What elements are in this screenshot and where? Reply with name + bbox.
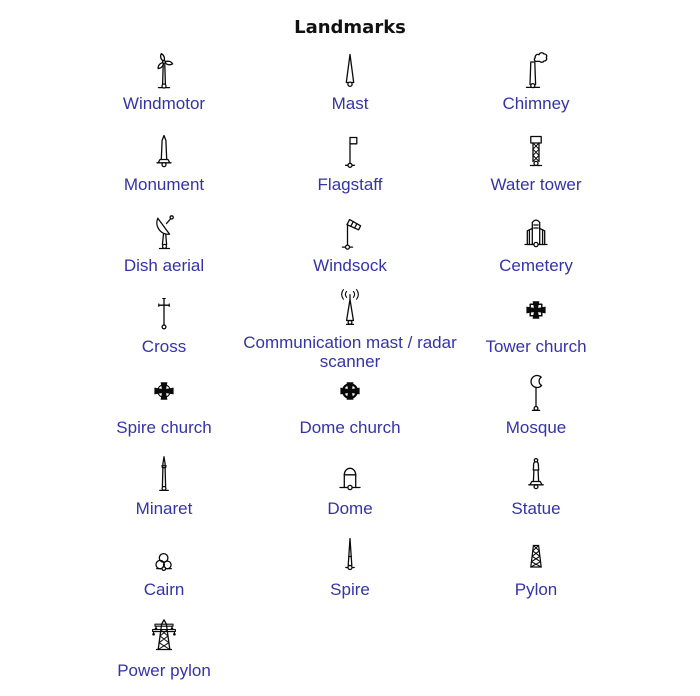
landmark-item: [443, 450, 629, 531]
landmark-label: Windsock: [313, 256, 387, 275]
landmark-label: Spire church: [116, 418, 212, 437]
landmarks-grid: [71, 45, 629, 693]
landmark-label: Flagstaff: [317, 175, 383, 194]
cemetery-icon: [516, 207, 556, 255]
landmark-item: [443, 531, 629, 612]
cross-icon: [144, 288, 184, 336]
windsock-icon: [330, 207, 370, 255]
landmark-item: [443, 45, 629, 126]
landmark-item: [243, 288, 457, 371]
landmark-label: Mast: [331, 94, 369, 113]
landmark-item: [257, 531, 443, 612]
landmark-label: Chimney: [502, 94, 570, 113]
tower-church-icon: [516, 288, 556, 336]
landmark-label: Statue: [511, 499, 561, 518]
landmark-item: [257, 126, 443, 207]
communication-mast-icon: [330, 288, 370, 332]
landmark-item: [71, 207, 257, 288]
landmark-label: Windmotor: [122, 94, 206, 113]
landmark-label: Mosque: [505, 418, 567, 437]
mast-icon: [330, 45, 370, 93]
landmark-item: [71, 531, 257, 612]
landmark-item: [257, 450, 443, 531]
pylon-icon: [516, 531, 556, 579]
dome-church-icon: [330, 369, 370, 417]
landmark-label: Cemetery: [499, 256, 573, 275]
landmark-label: Power pylon: [117, 661, 211, 680]
minaret-icon: [144, 450, 184, 498]
landmark-label: Dish aerial: [123, 256, 205, 275]
landmark-item: [71, 126, 257, 207]
landmark-item: [443, 207, 629, 288]
landmark-item: [257, 207, 443, 288]
landmark-item: [443, 369, 629, 450]
statue-icon: [516, 450, 556, 498]
landmark-label: Dome: [327, 499, 373, 518]
windmotor-icon: [144, 45, 184, 93]
landmark-item: [71, 288, 257, 369]
landmark-item: [443, 288, 629, 369]
landmark-item: [257, 45, 443, 126]
landmark-label: Tower church: [485, 337, 587, 356]
monument-icon: [144, 126, 184, 174]
mosque-icon: [516, 369, 556, 417]
landmark-label: Minaret: [135, 499, 193, 518]
landmark-label: Cross: [141, 337, 187, 356]
flagstaff-icon: [330, 126, 370, 174]
landmark-label: Spire: [330, 580, 370, 599]
landmark-item: [257, 369, 443, 450]
landmark-item: [71, 45, 257, 126]
landmark-label: Dome church: [299, 418, 401, 437]
dish-aerial-icon: [144, 207, 184, 255]
landmark-item: [71, 450, 257, 531]
page-title: Landmarks: [294, 17, 406, 38]
cairn-icon: [144, 531, 184, 579]
dome-icon: [330, 450, 370, 498]
landmark-label: Cairn: [143, 580, 185, 599]
landmark-item: [443, 126, 629, 207]
chimney-icon: [516, 45, 556, 93]
landmark-item: [71, 612, 257, 693]
power-pylon-icon: [144, 612, 184, 660]
landmark-item: [71, 369, 257, 450]
landmark-label: Communication mast / radar scanner: [243, 333, 457, 371]
landmark-label: Water tower: [490, 175, 582, 194]
water-tower-icon: [516, 126, 556, 174]
landmark-label: Pylon: [514, 580, 558, 599]
landmark-label: Monument: [123, 175, 205, 194]
spire-icon: [330, 531, 370, 579]
spire-church-icon: [144, 369, 184, 417]
